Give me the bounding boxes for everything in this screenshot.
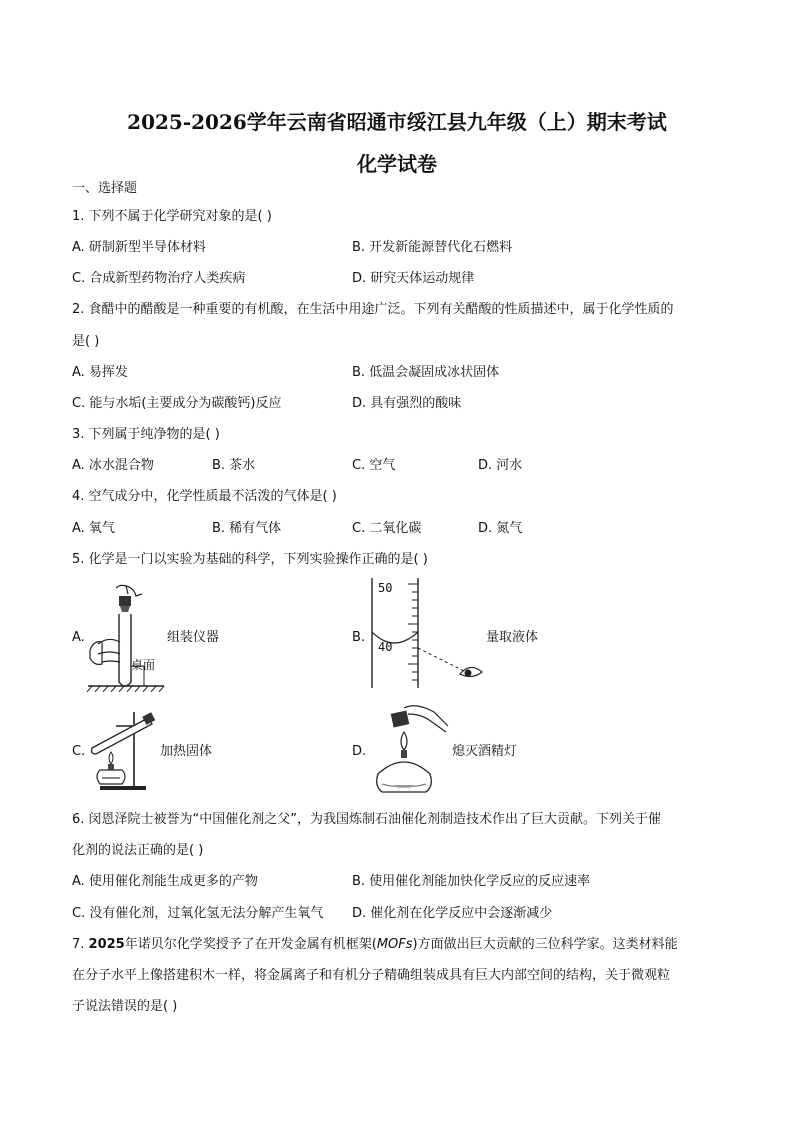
q2-option-d[interactable]: D. 具有强烈的酸味 bbox=[352, 396, 462, 411]
q5-option-b-label: 量取液体 bbox=[486, 630, 539, 645]
q6-option-b[interactable]: B. 使用催化剂能加快化学反应的反应速率 bbox=[352, 874, 591, 889]
q7-stem-end: )方面做出巨大贡献的三位科学家。这类材料能 bbox=[412, 937, 678, 952]
q4-option-a[interactable]: A. 氧气 bbox=[72, 521, 115, 536]
q5-tick-50: 50 bbox=[378, 581, 393, 595]
q3-stem: 3. 下列属于纯净物的是( ) bbox=[72, 427, 220, 442]
q3-option-a[interactable]: A. 冰水混合物 bbox=[72, 458, 154, 473]
q5-option-c-label: 加热固体 bbox=[160, 744, 213, 759]
q5-option-a-label: 组装仪器 bbox=[167, 630, 220, 645]
q1-option-c[interactable]: C. 合成新型药物治疗人类疾病 bbox=[72, 271, 246, 286]
q5-figure-a-assemble bbox=[86, 582, 166, 692]
q1-stem: 1. 下列不属于化学研究对象的是( ) bbox=[72, 209, 272, 224]
q4-option-b[interactable]: B. 稀有气体 bbox=[212, 521, 282, 536]
q5-option-d[interactable]: D. bbox=[352, 744, 367, 759]
q6-stem-line1: 6. 闵恩泽院士被誉为“中国催化剂之父”，为我国炼制石油催化剂制造技术作出了巨大贡献。下列关于催 bbox=[72, 812, 662, 827]
q7-stem-line3: 子说法错误的是( ) bbox=[72, 999, 178, 1014]
q3-option-c[interactable]: C. 空气 bbox=[352, 458, 396, 473]
q6-option-d[interactable]: D. 催化剂在化学反应中会逐渐减少 bbox=[352, 906, 553, 921]
q5-option-a[interactable]: A. bbox=[72, 630, 85, 645]
exam-subtitle: 化学试卷 bbox=[357, 152, 437, 176]
q6-stem-line2: 化剂的说法正确的是( ) bbox=[72, 843, 204, 858]
q4-stem: 4. 空气成分中，化学性质最不活泼的气体是( ) bbox=[72, 489, 337, 504]
q7-stem-mid: 年诺贝尔化学奖授予了在开发金属有机框架( bbox=[124, 937, 377, 952]
q7-year: 2025 bbox=[88, 937, 125, 952]
q2-option-c[interactable]: C. 能与水垢(主要成分为碳酸钙)反应 bbox=[72, 396, 282, 411]
q5-option-c[interactable]: C. bbox=[72, 744, 86, 759]
q6-option-a[interactable]: A. 使用催化剂能生成更多的产物 bbox=[72, 874, 258, 889]
q5-option-d-label: 熄灭酒精灯 bbox=[452, 744, 518, 759]
q5-desk-label: 桌面 bbox=[131, 658, 156, 672]
q5-figure-d-lamp bbox=[364, 700, 454, 800]
q7-mofs: MOFs bbox=[376, 937, 413, 952]
section-heading: 一、选择题 bbox=[72, 181, 138, 196]
q3-option-b[interactable]: B. 茶水 bbox=[212, 458, 256, 473]
q5-tick-40: 40 bbox=[378, 640, 393, 654]
q4-option-c[interactable]: C. 二氧化碳 bbox=[352, 521, 422, 536]
q1-option-a[interactable]: A. 研制新型半导体材料 bbox=[72, 240, 206, 255]
q2-option-b[interactable]: B. 低温会凝固成冰状固体 bbox=[352, 365, 500, 380]
q1-option-d[interactable]: D. 研究天体运动规律 bbox=[352, 271, 475, 286]
q4-option-d[interactable]: D. 氮气 bbox=[478, 521, 523, 536]
q6-option-c[interactable]: C. 没有催化剂，过氧化氢无法分解产生氧气 bbox=[72, 906, 324, 921]
q2-stem-line1: 2. 食醋中的醋酸是一种重要的有机酸，在生活中用途广泛。下列有关醋酸的性质描述中，属于化学性质的 bbox=[72, 302, 674, 317]
q7-number: 7. bbox=[72, 937, 85, 952]
q5-stem: 5. 化学是一门以实验为基础的科学，下列实验操作正确的是( ) bbox=[72, 552, 428, 567]
q2-stem-line2: 是( ) bbox=[72, 334, 100, 349]
q5-option-b[interactable]: B. bbox=[352, 630, 366, 645]
q3-option-d[interactable]: D. 河水 bbox=[478, 458, 523, 473]
q7-stem-line1 bbox=[72, 936, 678, 954]
q7-stem-line2: 在分子水平上像搭建积木一样，将金属离子和有机分子精确组装成具有巨大内部空间的结构，关于微观粒 bbox=[72, 968, 671, 983]
q5-figure-c-heating bbox=[86, 704, 166, 794]
exam-title: 2025-2026学年云南省昭通市绥江县九年级（上）期末考试 bbox=[127, 110, 667, 134]
q1-option-b[interactable]: B. 开发新能源替代化石燃料 bbox=[352, 240, 513, 255]
q2-option-a[interactable]: A. 易挥发 bbox=[72, 365, 128, 380]
